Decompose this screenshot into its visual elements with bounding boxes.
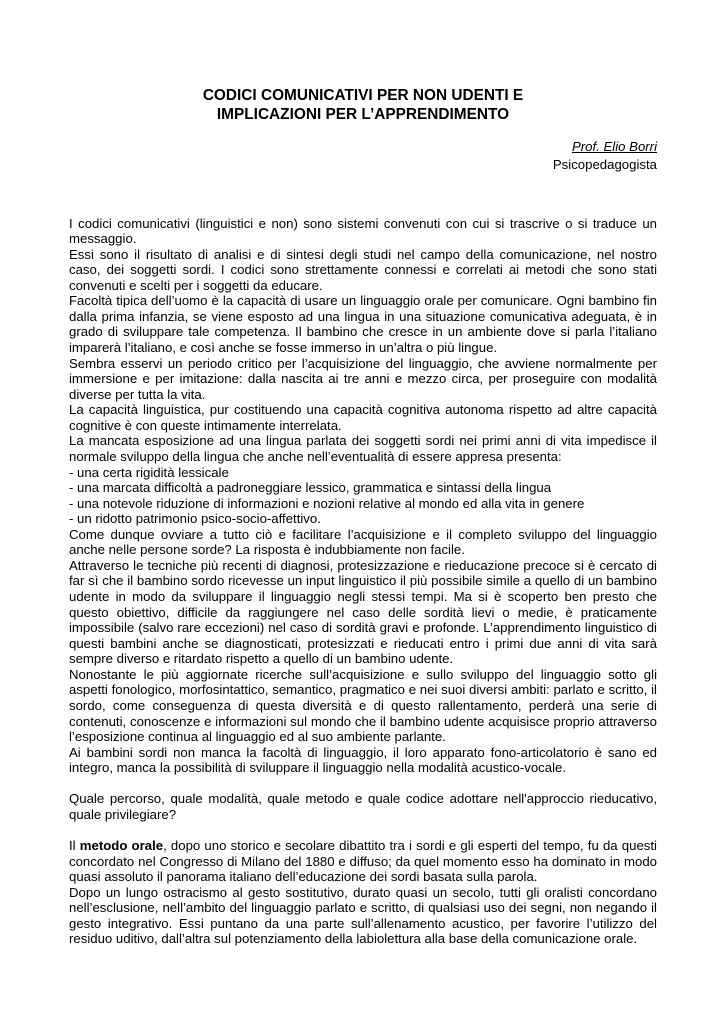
list-item: - una notevole riduzione di informazioni e nozioni relative al mondo ed alla vita in genere [69, 495, 585, 511]
paragraph-10: Ai bambini sordi non manca la facoltà di linguaggio, il loro apparato fono-articolatorio è sano ed integro, manca la possibilità di sviluppare il linguaggio nella modalità acustico-vocale. [69, 744, 657, 776]
paragraph-3: Facoltà tipica dell’uomo è la capacità di usare un linguaggio orale per comunicare. Ogni bambino fin dalla prima infanzia, se viene esposto ad una lingua in una situazione comunicativa adeguata, è in grado di sviluppare tale competenza. Il bambino che cresce in un ambiente dove si parla l’italiano imparerà l’italiano, e così anche se fosse immerso in un’altra o più lingue. [69, 293, 657, 355]
paragraph-11: Quale percorso, quale modalità, quale metodo e quale codice adottare nell'approccio rieducativo, quale privilegiare? [69, 791, 657, 822]
list-item: - una marcata difficoltà a padroneggiare lessico, grammatica e sintassi della lingua [69, 480, 552, 496]
author-name: Prof. Elio Borri [571, 139, 657, 154]
paragraph-12-text: , dopo uno storico e secolare dibattito tra i sordi e gli esperti del tempo, fu da questi concordato nel Congresso di Milano del 1880 e diffuso; da quel momento esso ha dominato in modo quasi assoluto il panorama italiano dell’educazione dei sordi basata sulla parola. [69, 837, 657, 885]
paragraph-2: Essi sono il risultato di analisi e di sintesi degli studi nel campo della comunicazione, nel nostro caso, dei soggetti sordi. I codici sono strettamente connessi e correlati ai metodi che sono stati convenuti e scelti per i soggetti da educare. [69, 246, 657, 293]
title-line-1: CODICI COMUNICATIVI PER NON UDENTI E [202, 87, 524, 104]
document-title [69, 86, 657, 124]
author-role: Psicopedagogista [552, 156, 657, 172]
paragraph-8: Attraverso le tecniche più recenti di diagnosi, protesizzazione e rieducazione precoce si è cercato di far sì che il bambino sordo ricevesse un input linguistico il più possibile simile a quello di un bambino udente in modo da sviluppare il linguaggio negli stessi tempi. Ma si è scoperto ben presto che questo obiettivo, difficile da raggiungere nel caso delle sordità lievi o medie, è praticamente impossibile (salvo rare eccezioni) nel caso di sordità gravi e profonde. L’apprendimento linguistico di questi bambini anche se diagnosticati, protesizzati e rieducati entro i primi due anni di vita sarà sempre diverso e ritardato rispetto a quello di un bambino udente. [69, 557, 657, 667]
document-body [69, 216, 657, 947]
paragraph-6: La mancata esposizione ad una lingua parlata dei soggetti sordi nei primi anni di vita impedisce il normale sviluppo della lingua che anche nell’eventualità di essere appresa presenta: [69, 433, 657, 464]
title-line-2: IMPLICAZIONI PER L’APPRENDIMENTO [216, 106, 510, 123]
paragraph-1: I codici comunicativi (linguistici e non) sono sistemi convenuti con cui si trascrive o si traduce un messaggio. [69, 215, 657, 247]
list-item: - una certa rigidità lessicale [69, 464, 229, 480]
paragraph-4: Sembra esservi un periodo critico per l’acquisizione del linguaggio, che avviene normalmente per immersione e per imitazione: dalla nascita ai tre anni e mezzo circa, per proseguire con modalità diverse per tutta la vita. [69, 355, 657, 402]
paragraph-12 [69, 838, 657, 885]
paragraph-13: Dopo un lungo ostracismo al gesto sostitutivo, durato quasi un secolo, tutti gli oralisti concordano nell’esclusione, nell’ambito del linguaggio parlato e scritto, di qualsiasi uso dei segni, non negando il gesto integrativo. Essi puntano da una parte sull’allenamento acustico, per favorire l’utilizzo del residuo uditivo, dall’altra sul potenziamento della labiolettura alla base della comunicazione orale. [69, 884, 657, 947]
paragraph-5: La capacità linguistica, pur costituendo una capacità cognitiva autonoma rispetto ad altre capacità cognitive è con queste intimamente interrelata. [69, 402, 657, 433]
author-block [553, 138, 657, 173]
paragraph-9: Nonostante le più aggiornate ricerche sull’acquisizione e sullo sviluppo del linguaggio sotto gli aspetti fonologico, morfosintattico, semantico, pragmatico e nei suoi diversi ambiti: parlato e scritto, il sordo, come conseguenza di questa diversità e di questo rallentamento, perderà una serie di contenuti, conoscenze e informazioni sul mondo che il bambino udente acquisisce proprio attraverso l’esposizione continua al linguaggio ed al suo ambiente parlante. [69, 666, 657, 745]
paragraph-12-prefix: Il [69, 837, 80, 853]
list-item: - un ridotto patrimonio psico-socio-affettivo. [69, 511, 321, 527]
paragraph-7: Come dunque ovviare a tutto ciò e facilitare l’acquisizione e il completo sviluppo del linguaggio anche nelle persone sorde? La risposta è indubbiamente non facile. [69, 526, 657, 558]
metodo-orale-term: metodo orale [79, 837, 164, 853]
